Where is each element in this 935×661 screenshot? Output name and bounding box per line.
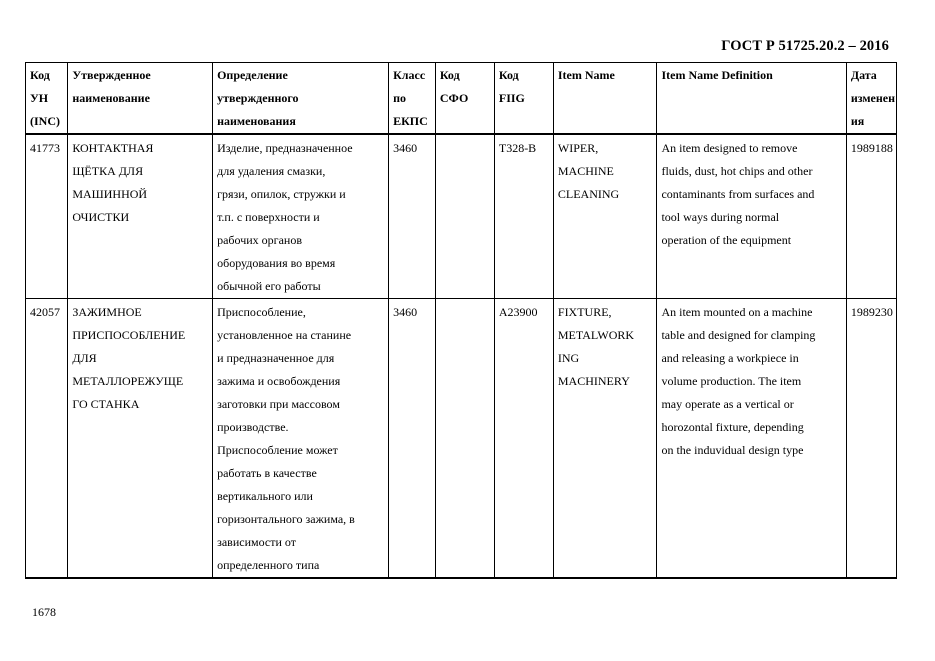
cell-sfo	[435, 299, 494, 579]
column-header-approved-name: Утвержденное наименование	[68, 63, 213, 135]
cell-change-date: 1989188	[846, 134, 896, 299]
column-header-item-name: Item Name	[553, 63, 657, 135]
column-header-change-date: Дата изменен ия	[846, 63, 896, 135]
column-header-item-name-definition: Item Name Definition	[657, 63, 846, 135]
cell-class: 3460	[389, 299, 436, 579]
page-number: 1678	[32, 605, 56, 619]
cell-item-name-definition: An item designed to remove fluids, dust, hot chips and other contaminants from surfaces and tool ways during normal operation of the equipment	[657, 134, 846, 299]
column-header-sfo: Код СФО	[435, 63, 494, 135]
column-header-class: Класс по ЕКПС	[389, 63, 436, 135]
cell-definition: Изделие, предназначенное для удаления смазки, грязи, опилок, стружки и т.п. с поверхности и рабочих органов оборудования во время обычной его работы	[213, 134, 389, 299]
table-row	[26, 134, 897, 299]
cell-fiig: T328-B	[494, 134, 553, 299]
table-row	[26, 299, 897, 579]
document-header-title: ГОСТ Р 51725.20.2 – 2016	[721, 38, 889, 54]
cell-inc: 41773	[26, 134, 68, 299]
cell-item-name-definition: An item mounted on a machine table and designed for clamping and releasing a workpiece in volume production. The item may operate as a vertical or horozontal fixture, depending on the induvidual design type	[657, 299, 846, 579]
cell-change-date: 1989230	[846, 299, 896, 579]
column-header-inc: Код УН (INC)	[26, 63, 68, 135]
table-header-row	[26, 63, 897, 135]
cell-item-name: WIPER, MACHINE CLEANING	[553, 134, 657, 299]
cell-approved-name: КОНТАКТНАЯ ЩЁТКА ДЛЯ МАШИННОЙ ОЧИСТКИ	[68, 134, 213, 299]
column-header-fiig: Код FIIG	[494, 63, 553, 135]
cell-class: 3460	[389, 134, 436, 299]
cell-item-name: FIXTURE, METALWORK ING MACHINERY	[553, 299, 657, 579]
column-header-definition: Определение утвержденного наименования	[213, 63, 389, 135]
cell-sfo	[435, 134, 494, 299]
cell-fiig: A23900	[494, 299, 553, 579]
cell-inc: 42057	[26, 299, 68, 579]
cell-approved-name: ЗАЖИМНОЕ ПРИСПОСОБЛЕНИЕ ДЛЯ МЕТАЛЛОРЕЖУЩЕ ГО СТАНКА	[68, 299, 213, 579]
items-table	[25, 62, 897, 579]
cell-definition: Приспособление, установленное на станине и предназначенное для зажима и освобождения заготовки при массовом производстве. Приспособление может работать в качестве вертикального или горизонтального зажима, в зависимости от определенного типа	[213, 299, 389, 579]
